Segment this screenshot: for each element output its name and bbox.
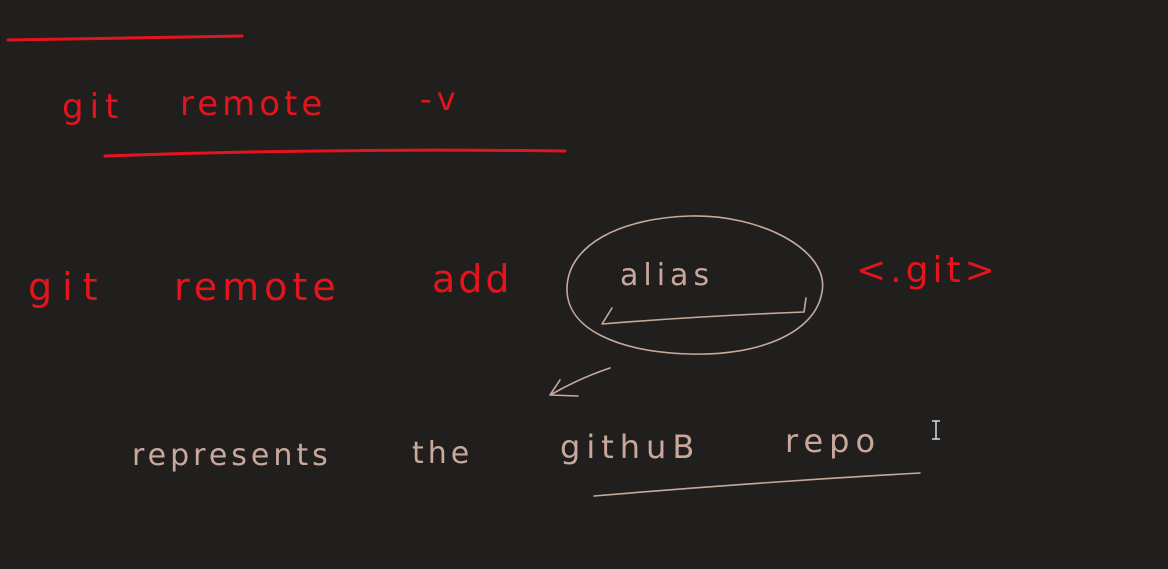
annotation-represents: represents [132, 438, 332, 473]
annotation-underline [594, 473, 920, 496]
annotation-repo: repo [785, 422, 882, 460]
line1-flag: -v [420, 80, 462, 118]
line1-underline [105, 150, 565, 156]
line1-remote: remote [180, 84, 327, 124]
arrow-shaft [552, 368, 610, 394]
line2-remote: remote [174, 265, 341, 309]
alias-word: alias [620, 258, 715, 293]
annotation-github: githuB [560, 428, 701, 466]
line2-target: <.git> [856, 250, 999, 291]
annotation-the: the [412, 436, 474, 471]
line2-git: git [28, 265, 108, 309]
line1-git: git [62, 87, 125, 127]
top-divider-stroke [8, 36, 242, 40]
alias-bracket [602, 298, 806, 324]
text-cursor-icon [930, 420, 942, 440]
line2-add: add [432, 257, 513, 301]
